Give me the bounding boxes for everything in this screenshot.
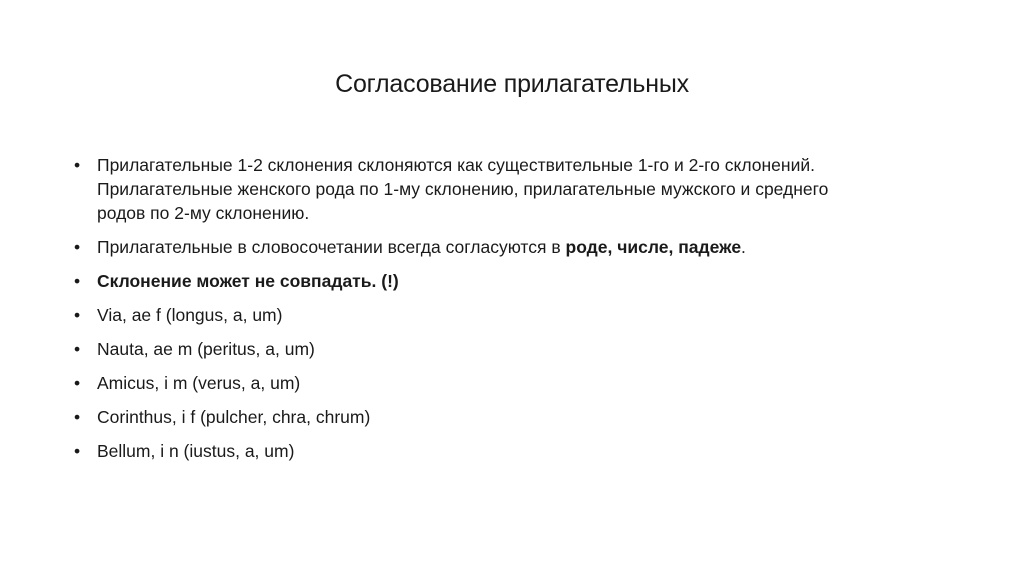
list-item [74, 405, 954, 429]
list-item-text-regular: Прилагательные в словосочетании всегда согласуются в [97, 237, 566, 257]
slide-title: Согласование прилагательных [335, 70, 689, 98]
list-item-text: Corinthus, i f (pulcher, chra, chrum) [97, 407, 371, 427]
list-item-line: Прилагательные женского рода по 1-му склонению, прилагательные мужского и среднего [97, 179, 829, 199]
list-item-text-regular: . [741, 237, 746, 257]
list-item-text: Nauta, ae m (peritus, a, um) [97, 339, 315, 359]
bullet-icon: • [74, 155, 81, 175]
list-item-text: Via, ae f (longus, a, um) [97, 305, 283, 325]
bullet-icon: • [74, 441, 81, 461]
list-item-text [97, 235, 954, 259]
list-item-text: Bellum, i n (iustus, a, um) [97, 441, 295, 461]
list-item [74, 439, 954, 463]
bullet-icon: • [74, 271, 81, 291]
bullet-icon: • [74, 237, 81, 257]
list-item-text: Amicus, i m (verus, a, um) [97, 373, 301, 393]
bullet-icon: • [74, 339, 81, 359]
list-item [74, 337, 954, 361]
list-item [74, 269, 954, 293]
bullet-list [74, 153, 954, 473]
bullet-icon: • [74, 407, 81, 427]
list-item-text-bold: роде, числе, падеже [565, 237, 742, 257]
bullet-icon: • [74, 305, 81, 325]
list-item [74, 371, 954, 395]
list-item-line: родов по 2-му склонению. [97, 203, 310, 223]
list-item [74, 235, 954, 259]
list-item [74, 153, 954, 225]
bullet-icon: • [74, 373, 81, 393]
list-item-line: Прилагательные 1-2 склонения склоняются как существительные 1-го и 2-го склонений. [97, 155, 815, 175]
list-item [74, 303, 954, 327]
list-item-text-bold: Склонение может не совпадать. (!) [97, 271, 399, 291]
